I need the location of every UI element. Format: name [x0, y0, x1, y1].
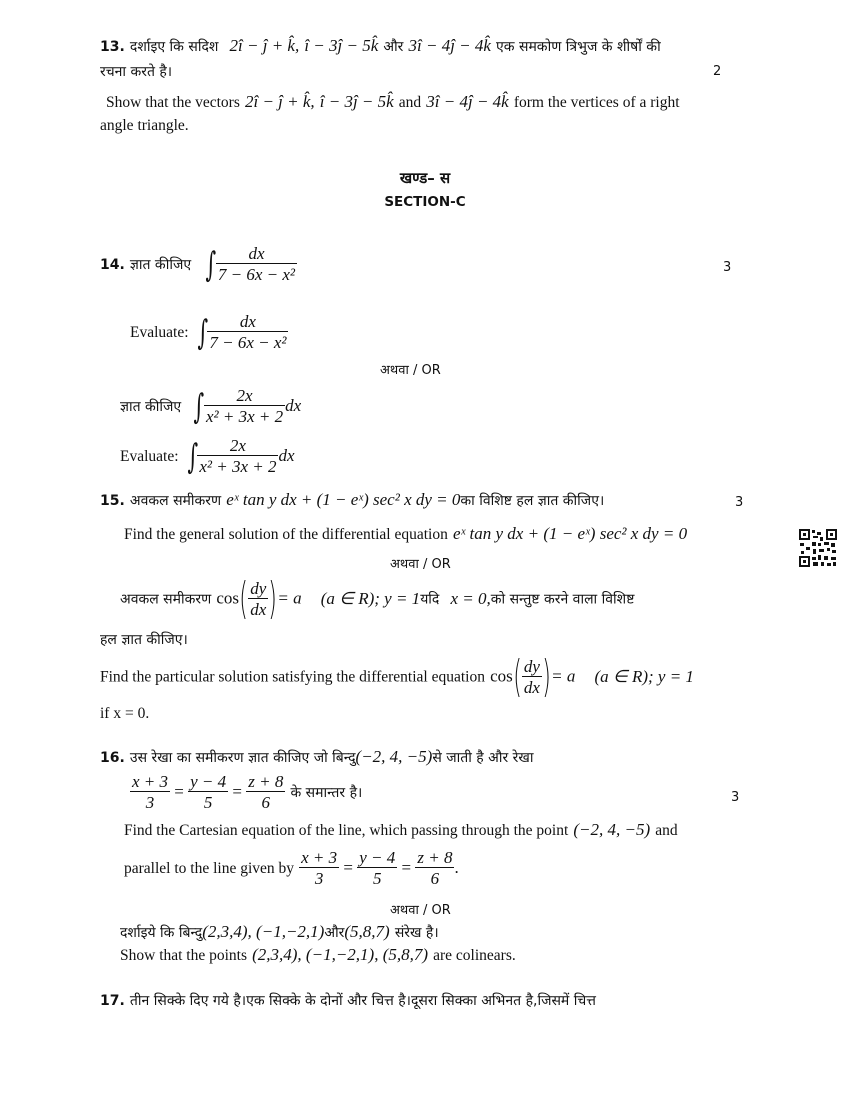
- q14-en-fraction: [207, 312, 288, 353]
- q16-number: 16.: [100, 750, 125, 766]
- q16-alt-en-points: (2,3,4), (−1,−2,1): [252, 945, 375, 964]
- q14-alt-en-dx: dx: [278, 446, 295, 465]
- q13-marks: 2: [713, 64, 722, 79]
- q15-alt-lparen: (: [239, 573, 248, 624]
- q15-alt-en-cos: cos: [490, 666, 513, 686]
- q16-en-line1: Find the Cartesian equation of the line, which passing through the point: [124, 822, 569, 839]
- q14-hi-find: ज्ञात कीजिए: [129, 257, 192, 273]
- q16-or-label: अथवा / OR: [390, 903, 451, 918]
- q15-marks: 3: [735, 495, 744, 510]
- q13-en-and: and: [398, 94, 422, 111]
- q16-english-line1: [124, 820, 678, 840]
- q15-alt-hi-intro: अवकल समीकरण: [120, 591, 212, 608]
- q16-hindi-line2: [130, 772, 362, 813]
- q16-alt-hindi: [120, 922, 439, 942]
- q14-or-label: अथवा / OR: [380, 363, 441, 378]
- q15-alt-dy: dy: [250, 578, 267, 598]
- q14-integral-sign: ∫: [205, 244, 217, 285]
- q16-alt-en: Show that the points: [120, 947, 248, 964]
- q14-english: [130, 312, 288, 353]
- section-english-title: SECTION-C: [384, 194, 466, 210]
- q14-denominator: 7 − 6x − x²: [217, 265, 296, 284]
- q14-alt-denominator: x² + 3x + 2: [205, 407, 284, 426]
- q16-en-frac2: [357, 848, 397, 889]
- q16-alt-en-comma: ,: [374, 945, 383, 964]
- q14-hindi: [100, 244, 297, 285]
- q15-number: 15.: [100, 493, 125, 509]
- q16-f1n: x + 3: [132, 772, 169, 791]
- q14-number: 14.: [100, 257, 125, 273]
- q15-alt-en-cond: (a ∈ R); y = 1: [594, 666, 694, 686]
- q16-english-line2: [124, 848, 459, 889]
- q15-hi-intro: अवकल समीकरण: [129, 493, 222, 509]
- q15-alt-en-fraction: [522, 657, 542, 698]
- q15-alt-cond: (a ∈ R); y = 1: [320, 588, 421, 608]
- qr-code-icon: [798, 528, 838, 568]
- q14-alt-fraction: [204, 386, 285, 427]
- q15-alt-en-lparen: (: [513, 651, 522, 702]
- q13-hi-and: और: [383, 39, 404, 55]
- q15-hindi: [100, 490, 604, 510]
- q15-english: [124, 524, 687, 544]
- q16-alt-point3: (5,8,7): [344, 922, 390, 941]
- q16-alt-points: (2,3,4), (−1,−2,1): [202, 922, 325, 941]
- q15-en-equation: eˣ tan y dx + (1 − eˣ) sec² x dy = 0: [452, 524, 688, 543]
- q14-alt-en-fraction: [197, 436, 278, 477]
- q14-alt-numerator: 2x: [236, 386, 253, 405]
- q15-or-label: अथवा / OR: [390, 557, 451, 572]
- q17-hindi: [100, 990, 596, 1010]
- q16-en-and: and: [655, 822, 678, 839]
- q15-alt-hi-if: यदि: [420, 591, 440, 608]
- q16-en-eq-2: =: [397, 858, 416, 877]
- q15-hi-end: का विशिष्ट हल ज्ञात कीजिए।: [460, 493, 605, 509]
- q14-en-numerator: dx: [239, 312, 256, 331]
- q16-alt-hi-and: और: [324, 925, 345, 941]
- q14-numerator: dx: [248, 244, 265, 263]
- q15-alt-en-eq-a: = a: [551, 666, 576, 686]
- q14-alt-hindi: [120, 386, 301, 427]
- q15-alt-cos: cos: [216, 588, 240, 608]
- q14-fraction: [216, 244, 297, 285]
- q14-en-integral-sign: ∫: [197, 312, 208, 353]
- q16-frac2: [188, 772, 228, 813]
- q16-en-f1d: 3: [299, 867, 339, 889]
- q16-en-period: .: [454, 858, 459, 877]
- q13-english-line1: [106, 92, 680, 112]
- q15-alt-english: [100, 652, 694, 702]
- q15-alt-dx: dx: [250, 599, 267, 619]
- q13-hindi-line1: [100, 36, 661, 56]
- q14-en-denominator: 7 − 6x − x²: [209, 333, 287, 352]
- q15-alt-hi-end: को सन्तुष्ट करने वाला विशिष्ट: [490, 591, 635, 608]
- q15-alt-hi-end2: हल ज्ञात कीजिए।: [100, 632, 188, 648]
- q16-point: (−2, 4, −5): [355, 747, 433, 766]
- q16-hi-mid: से जाती है और रेखा: [432, 750, 534, 766]
- q16-en-f2d: 5: [357, 867, 397, 889]
- q16-frac3: [246, 772, 285, 813]
- q13-hi-intro: दर्शाइए कि सदिश: [129, 39, 219, 55]
- q14-en-eval: Evaluate:: [130, 324, 189, 341]
- q14-alt-dx: dx: [285, 396, 302, 415]
- q16-en-f3n: z + 8: [417, 848, 453, 867]
- q16-eq-1: =: [170, 782, 189, 801]
- q13-hi-end2: रचना करते है।: [100, 64, 173, 80]
- q14-alt-en-numerator: 2x: [229, 436, 246, 455]
- q15-alt-hindi: [120, 574, 634, 624]
- q13-number: 13.: [100, 39, 125, 55]
- q16-f3d: 6: [246, 791, 285, 813]
- q13-vec1: 2î − ĵ + k̂,: [229, 36, 300, 55]
- q13-vec3: 3î − 4ĵ − 4k̂: [408, 36, 491, 55]
- q13-en-end2: angle triangle.: [100, 117, 189, 134]
- q16-alt-english: [120, 945, 516, 965]
- q15-alt-en-dx: dx: [523, 677, 540, 697]
- q14-alt-hi-find: ज्ञात कीजिए: [120, 399, 182, 415]
- q16-en-line2: parallel to the line given by: [124, 860, 295, 877]
- q13-en-intro: Show that the vectors: [106, 94, 240, 111]
- q16-en-f1n: x + 3: [301, 848, 338, 867]
- q13-vec2: î − 3ĵ − 5k̂: [304, 36, 379, 55]
- q14-marks: 3: [723, 260, 732, 275]
- q14-alt-english: [120, 436, 295, 477]
- q16-en-frac3: [415, 848, 454, 889]
- q15-alt-en-end: if x = 0.: [100, 705, 150, 722]
- q13-hi-end1: एक समकोण त्रिभुज के शीर्षों की: [496, 39, 661, 55]
- q16-eq-2: =: [228, 782, 247, 801]
- q14-alt-en-denominator: x² + 3x + 2: [199, 457, 277, 476]
- q16-en-frac1: [299, 848, 339, 889]
- q16-alt-en-end: are colinears.: [433, 947, 516, 964]
- q14-alt-integral-sign: ∫: [193, 386, 205, 427]
- q16-f2n: y − 4: [190, 772, 227, 791]
- q16-f3n: z + 8: [248, 772, 284, 791]
- q16-en-f3d: 6: [415, 867, 454, 889]
- q15-alt-en-intro: Find the particular solution satisfying the differential equation: [100, 668, 485, 686]
- q13-en-end1: form the vertices of a right: [513, 94, 680, 111]
- q16-hi-end: के समान्तर है।: [290, 785, 363, 801]
- q15-alt-rparen: ): [268, 573, 278, 624]
- q16-en-eq-1: =: [339, 858, 358, 877]
- q15-alt-en-dy: dy: [523, 656, 540, 676]
- q16-alt-en-point3: (5,8,7): [382, 945, 429, 964]
- q13-en-vec1: 2î − ĵ + k̂,: [244, 92, 315, 111]
- q17-number: 17.: [100, 993, 125, 1009]
- q16-hi-intro: उस रेखा का समीकरण ज्ञात कीजिए जो बिन्दु: [129, 750, 356, 766]
- q16-hindi-line1: [100, 747, 533, 767]
- q13-en-vec2: î − 3ĵ − 5k̂: [319, 92, 394, 111]
- q16-f1d: 3: [130, 791, 170, 813]
- q14-alt-en-integral-sign: ∫: [187, 436, 198, 477]
- q15-alt-fraction: [248, 579, 268, 620]
- q16-marks: 3: [731, 790, 740, 805]
- q15-en-intro: Find the general solution of the differential equation: [124, 526, 448, 543]
- q16-en-point: (−2, 4, −5): [573, 820, 651, 839]
- q15-alt-x0: x = 0,: [450, 588, 491, 608]
- q17-hi-text: तीन सिक्के दिए गये है।एक सिक्के के दोनों और चित्त है।दूसरा सिक्का अभिनत है,जिसमें चित्त: [129, 993, 596, 1009]
- q16-en-f2n: y − 4: [359, 848, 396, 867]
- q16-frac1: [130, 772, 170, 813]
- q16-f2d: 5: [188, 791, 228, 813]
- q16-alt-hi-end: संरेख है।: [394, 925, 439, 941]
- q15-equation: eˣ tan y dx + (1 − eˣ) sec² x dy = 0: [226, 490, 461, 509]
- q14-alt-en-eval: Evaluate:: [120, 448, 179, 465]
- q13-en-vec3: 3î − 4ĵ − 4k̂: [426, 92, 509, 111]
- q15-alt-eq-a: = a: [277, 588, 302, 608]
- q16-alt-hi: दर्शाइये कि बिन्दु: [120, 925, 203, 941]
- section-hindi-title: खण्ड– स: [399, 169, 451, 187]
- q15-alt-en-rparen: ): [542, 651, 551, 702]
